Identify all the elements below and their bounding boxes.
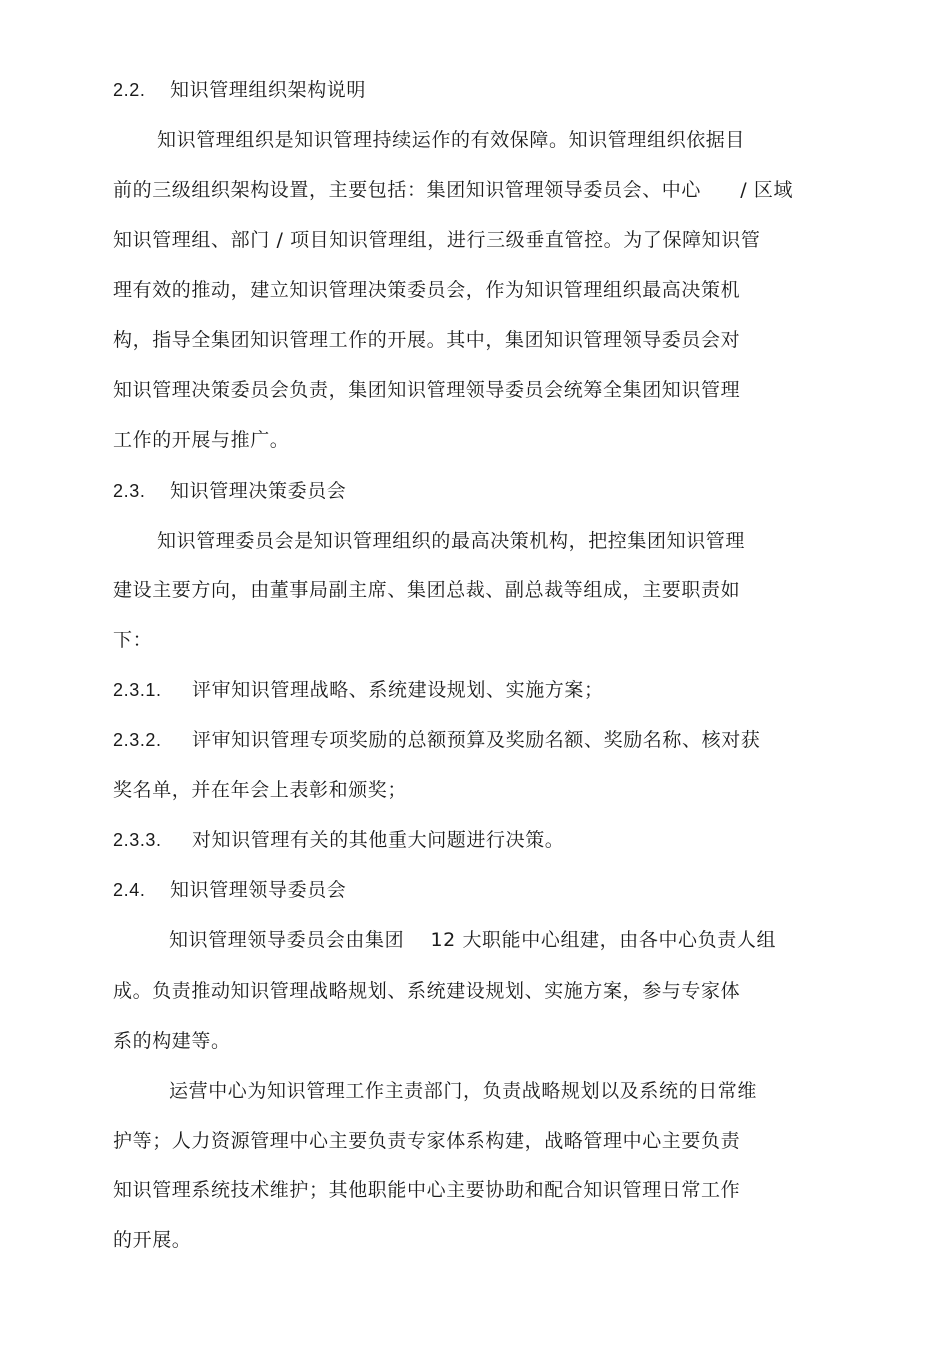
heading-2-3 [113, 479, 346, 503]
paragraph-line: 知识管理系统技术维护；其他职能中心主要协助和配合知识管理日常工作 [113, 1179, 741, 1201]
list-item-2-3-3 [113, 828, 564, 852]
item-number: 2.3.1. [113, 680, 162, 700]
list-item-2-3-1 [113, 678, 604, 702]
paragraph-line: 前的三级组织架构设置，主要包括：集团知识管理领导委员会、中心 / 区域 [113, 179, 794, 201]
paragraph-line: 工作的开展与推广。 [113, 429, 290, 451]
heading-title: 知识管理领导委员会 [170, 879, 347, 901]
heading-number: 2.3. [113, 481, 146, 501]
list-item-2-3-2 [113, 728, 760, 752]
paragraph-line: 下： [113, 629, 153, 651]
paragraph-line: 知识管理决策委员会负责，集团知识管理领导委员会统筹全集团知识管理 [113, 379, 741, 401]
paragraph-line: 知识管理领导委员会由集团 12 大职能中心组建，由各中心负责人组 [169, 929, 777, 951]
paragraph-line: 成。负责推动知识管理战略规划、系统建设规划、实施方案，参与专家体 [113, 980, 741, 1002]
paragraph-line: 建设主要方向，由董事局副主席、集团总裁、副总裁等组成，主要职责如 [113, 579, 741, 601]
heading-2-4 [113, 878, 346, 902]
paragraph-line: 知识管理组、部门 / 项目知识管理组，进行三级垂直管控。为了保障知识管 [113, 229, 761, 251]
item-text: 对知识管理有关的其他重大问题进行决策。 [192, 829, 565, 851]
paragraph-line: 理有效的推动，建立知识管理决策委员会，作为知识管理组织最高决策机 [113, 279, 741, 301]
paragraph-line: 系的构建等。 [113, 1030, 231, 1052]
heading-title: 知识管理决策委员会 [170, 480, 347, 502]
item-text: 评审知识管理专项奖励的总额预算及奖励名额、奖励名称、核对获 [192, 729, 761, 751]
paragraph-line: 护等；人力资源管理中心主要负责专家体系构建，战略管理中心主要负责 [113, 1130, 741, 1152]
paragraph-line: 知识管理组织是知识管理持续运作的有效保障。知识管理组织依据目 [157, 129, 746, 151]
heading-number: 2.4. [113, 880, 146, 900]
paragraph-line: 的开展。 [113, 1229, 192, 1251]
heading-2-2 [113, 78, 366, 102]
paragraph-line: 构，指导全集团知识管理工作的开展。其中，集团知识管理领导委员会对 [113, 329, 741, 351]
item-text: 评审知识管理战略、系统建设规划、实施方案； [192, 679, 604, 701]
paragraph-line: 知识管理委员会是知识管理组织的最高决策机构，把控集团知识管理 [157, 530, 746, 552]
list-item-continuation: 奖名单，并在年会上表彰和颁奖； [113, 779, 408, 801]
heading-number: 2.2. [113, 80, 146, 100]
item-number: 2.3.3. [113, 830, 162, 850]
paragraph-line: 运营中心为知识管理工作主责部门，负责战略规划以及系统的日常维 [169, 1080, 758, 1102]
heading-title: 知识管理组织架构说明 [170, 79, 367, 101]
item-number: 2.3.2. [113, 730, 162, 750]
